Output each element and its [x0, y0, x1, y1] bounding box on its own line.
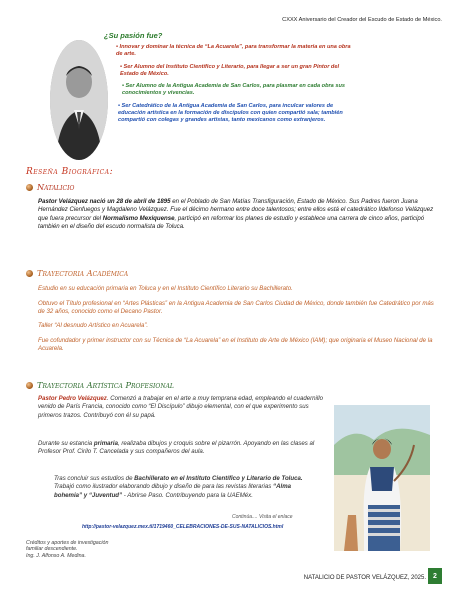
- natalicio-title: Natalicio: [37, 182, 75, 192]
- natalicio-end: , participó en reformar los planes de estudio y establece una carrera de cinco años, participó también en el diseño del escudo normalista de Toluca.: [38, 214, 425, 230]
- page-footer: NATALICIO DE PASTOR VELÁZQUEZ, 2025.: [303, 575, 426, 581]
- passion-item: • Innovar y dominar la técnica de “La Acuarela”, para transformar la materia en una obra de arte.: [116, 44, 351, 58]
- academica-p2: Obtuvo el Título profesional en “Artes Plásticas” en la Antigua Academia de San Carlos Ciudad de México, donde también fue Catedrático por más de 32 años, conocido como el Decano Pastor.: [38, 300, 434, 316]
- page-number: 2: [428, 568, 442, 584]
- artistica-p1: [38, 395, 324, 420]
- watercolor-painting: [334, 405, 430, 551]
- natalicio-bold: Pastor Velázquez nació un 28 de abril de 1895: [38, 198, 171, 205]
- artistica-p2-bold: primaria: [93, 440, 118, 447]
- artistica-heading: [26, 380, 174, 390]
- source-link[interactable]: http://pastor-velazquez.mex.tl/1719460_CELEBRACIONES-DE-SUS-NATALICIOS.html: [82, 524, 284, 530]
- resena-title: Reseña Biográfica:: [26, 167, 114, 177]
- artistica-p3-c: - Abrirse Paso. Contribuyendo para la UAEMéx.: [122, 491, 253, 499]
- academica-title: Trayectoria Académica: [37, 268, 129, 278]
- academica-p4: Fue cofundador y primer instructor con su Técnica de “La Acuarela” en el Instituto de Arte de México (IAM); que originaria el Museo Nacional de la Acuarela.: [38, 337, 433, 353]
- academica-p1: Estudio en su educación primaria en Toluca y en el Instituto Científico Literario su Bachillerato.: [38, 285, 293, 292]
- credits-line: familiar descendiente.: [26, 546, 78, 553]
- page-header: CXXX Aniversario del Creador del Escudo de Estado de México.: [282, 17, 442, 23]
- artistica-p1-text: . Comenzó a trabajar en el arte a muy temprana edad, empleando el cuadernillo venido de París Francia, conocido como “El Discípulo” dibujo elemental, con el que experimento sus primeros trazos. Contribuyó con él su papá.: [38, 395, 323, 419]
- artistica-p2: [38, 440, 324, 457]
- artistica-p3-bold: Bachillerato en el Instituto Científico y Literario de Toluca.: [134, 475, 303, 482]
- artistica-p3-bold2: “Alma bohemia” y “Juventud”: [54, 483, 291, 499]
- natalicio-heading: [26, 182, 74, 192]
- artistica-p3: [54, 475, 320, 500]
- passion-list: [108, 44, 358, 130]
- academica-p3: Taller “Al desnudo Artístico en Acuarela”.: [38, 322, 149, 329]
- bullet-dot-icon: [26, 184, 33, 191]
- passion-item: • Ser Catedrático de la Antigua Academia de San Carlos, para inculcar valores de educación artística en la formación de discípulos con quien compartió sala; también compartió con colegas y grandes artistas, tanto mexicanos como extranjeros.: [118, 102, 343, 124]
- bullet-dot-icon: [26, 382, 33, 389]
- natalicio-paragraph: [38, 198, 440, 231]
- artistica-name: Pastor Pedro Velázquez: [38, 395, 107, 402]
- artistica-title: Trayectoria Artística Profesional: [37, 380, 174, 390]
- credits-block: [26, 540, 108, 559]
- passion-title: ¿Su pasión fue?: [104, 31, 163, 40]
- continua-note: Continúa.... Visita el enlace: [232, 514, 293, 520]
- academica-heading: [26, 268, 128, 278]
- artistica-p3-b: Trabajó como ilustrador elaborando dibujo y diseño de para las revistas literarias: [54, 483, 274, 491]
- portrait-photo: [50, 40, 108, 160]
- bullet-dot-icon: [26, 270, 33, 277]
- credits-line: Ing. J. Alfonso A. Medina.: [26, 552, 86, 559]
- passion-item: • Ser Alumno del Instituto Científico y Literario, para llegar a ser un gran Pintor del Estado de México.: [120, 63, 340, 77]
- artistica-p3-a: Tras concluir sus estudios de: [54, 475, 135, 482]
- credits-line: Créditos y aportes de investigación: [26, 540, 109, 546]
- passion-item: • Ser Alumno de la Antigua Academia de San Carlos, para plasmar en cada obra sus conocimientos y vivencias.: [122, 83, 345, 97]
- natalicio-text: en el Poblado de San Matías Transfiguración, Estado de México. Sus Padres fueron Juana Hernández Cienfuegos y Magdaleno Velázquez. Fue el décimo hermano entre doce talentosos; entre ellos está el catedrático Ildefonso Velázquez que fuera precursor del: [38, 198, 434, 222]
- normalismo-bold: Normalismo Mexiquense: [102, 214, 175, 222]
- artistica-p2-b: , realizaba dibujos y croquis sobre el pizarrón. Apoyando en las clases al Profesor Prof. Cirilo T. Cancelada y sus compañeros del aula.: [38, 440, 315, 456]
- artistica-p2-a: Durante su estancia: [38, 440, 94, 447]
